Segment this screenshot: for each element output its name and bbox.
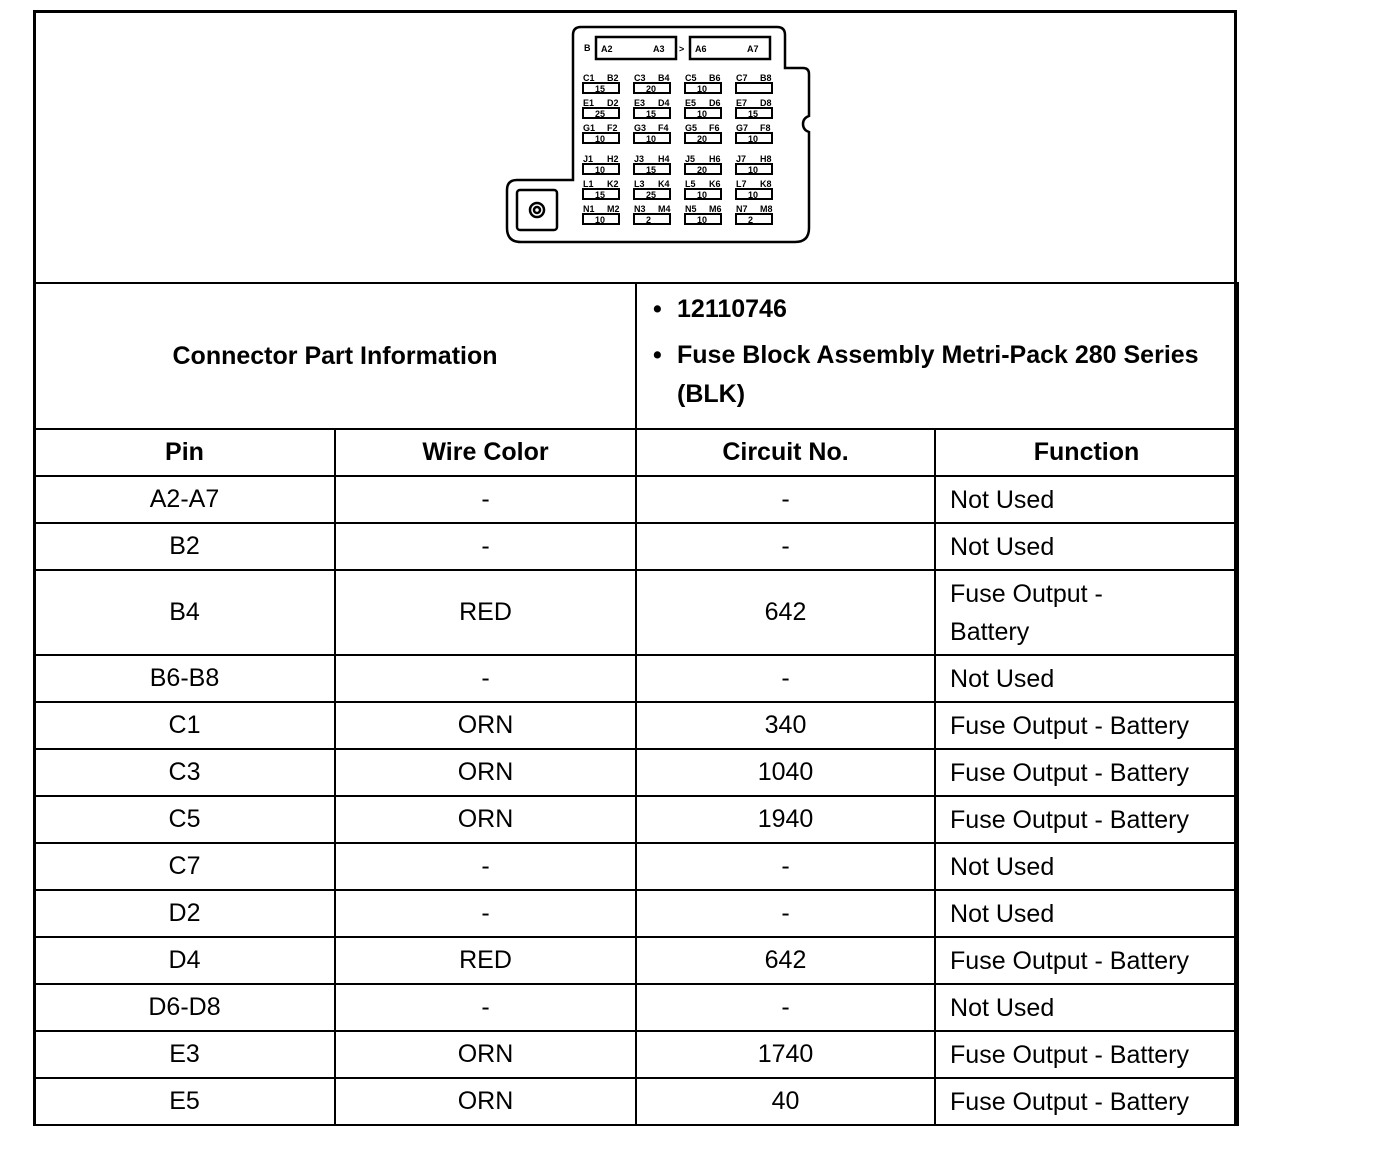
fuse-pin-label: E5 [685,98,697,108]
pin-cell: C1 [34,702,335,749]
fuse-pin-label: C1 [583,73,595,83]
fuse-amp-label: 15 [595,84,606,94]
connector-pin-label: A6 [695,44,707,54]
fuse-pin-label: G3 [634,123,647,133]
part-description: Fuse Block Assembly Metri-Pack 280 Series (BLK) [677,341,1199,408]
wire-cell: ORN [335,796,636,843]
fuse-pin-label: K8 [760,179,772,189]
pin-cell: D6-D8 [34,984,335,1031]
fuse-amp-label: 20 [697,165,708,175]
fuse-amp-label: 2 [646,215,652,225]
fuse-pin-label: N1 [583,204,595,214]
fuse-pin-label: K2 [607,179,619,189]
function-cell: Fuse Output - Battery [935,702,1238,749]
pin-cell: B2 [34,523,335,570]
function-cell: Fuse Output - Battery [935,937,1238,984]
wire-cell: RED [335,937,636,984]
circuit-cell: 1740 [636,1031,935,1078]
function-cell: Fuse Output - Battery [935,796,1238,843]
connector-pin-label: A7 [747,44,759,54]
header-function: Function [935,429,1238,476]
circuit-cell: 1040 [636,749,935,796]
circuit-cell: - [636,655,935,702]
fuse-pin-label: H2 [607,154,619,164]
fuse-pin-label: D8 [760,98,772,108]
fuse-pin-label: K6 [709,179,721,189]
wire-cell: - [335,655,636,702]
bullet-icon: • [653,295,662,323]
wire-cell: ORN [335,749,636,796]
fuse-pin-label: M8 [760,204,773,214]
function-cell: Fuse Output - Battery [935,749,1238,796]
pin-cell: C5 [34,796,335,843]
fuse-pin-label: H8 [760,154,772,164]
connector-sheet [33,10,1237,1124]
fuse-pin-label: C3 [634,73,646,83]
pin-cell: B4 [34,570,335,655]
wire-cell: - [335,523,636,570]
fuse-amp-label: 25 [595,109,606,119]
fuse-pin-label: H6 [709,154,721,164]
fuse-pin-label: K4 [658,179,670,189]
fuse-pin-label: L1 [583,179,594,189]
fuse-amp-label: 10 [595,165,606,175]
fuse-amp-label: 10 [697,190,708,200]
fuse-pin-label: C7 [736,73,748,83]
fuse-pin-label: D4 [658,98,670,108]
fuse-pin-label: F8 [760,123,771,133]
fuse-amp-label: 10 [748,190,759,200]
connector-pin-label: A3 [653,44,665,54]
fuse-amp-label: 10 [697,109,708,119]
connector-pin-label: A2 [601,44,613,54]
part-number: 12110746 [677,295,787,323]
function-cell: Not Used [935,476,1238,523]
fuse-pin-label: G5 [685,123,698,133]
fuse-amp-label: 15 [748,109,759,119]
wire-cell: - [335,843,636,890]
fuse-amp-label: 10 [697,215,708,225]
header-pin: Pin [34,429,335,476]
pin-cell: D4 [34,937,335,984]
fuse-pin-label: L5 [685,179,696,189]
function-cell: Not Used [935,843,1238,890]
fuse-pin-label: D2 [607,98,619,108]
fuse-pin-label: G7 [736,123,749,133]
function-cell: Not Used [935,890,1238,937]
function-cell: Not Used [935,523,1238,570]
fuse-pin-label: B4 [658,73,670,83]
circuit-cell: - [636,523,935,570]
wire-cell: ORN [335,1078,636,1125]
fuse-amp-label: 10 [595,215,606,225]
wire-cell: RED [335,570,636,655]
fuse-pin-label: B6 [709,73,721,83]
circuit-cell: - [636,890,935,937]
wire-cell: ORN [335,702,636,749]
connector-info-label: Connector Part Information [34,283,636,429]
fuse-pin-label: G1 [583,123,596,133]
outer-border [33,10,1237,1124]
fuse-pin-label: L3 [634,179,645,189]
fuse-pin-label: F4 [658,123,669,133]
function-cell: Fuse Output - Battery [935,1031,1238,1078]
pin-cell: A2-A7 [34,476,335,523]
fuse-amp-label: 2 [748,215,754,225]
circuit-cell: - [636,843,935,890]
function-cell: Not Used [935,655,1238,702]
function-cell: Fuse Output - Battery [935,1078,1238,1125]
wire-cell: ORN [335,1031,636,1078]
fuse-amp-label: 15 [646,109,657,119]
fuse-amp-label: 10 [646,134,657,144]
wire-cell: - [335,476,636,523]
header-wire-color: Wire Color [335,429,636,476]
fuse-pin-label: L7 [736,179,747,189]
pin-cell: E5 [34,1078,335,1125]
circuit-cell: 340 [636,702,935,749]
fuse-pin-label: H4 [658,154,670,164]
pin-cell: D2 [34,890,335,937]
fuse-pin-label: E7 [736,98,748,108]
fuse-pin-label: M6 [709,204,722,214]
fuse-pin-label: J5 [685,154,696,164]
fuse-pin-label: D6 [709,98,721,108]
fuse-amp-label: 20 [697,134,708,144]
fuse-amp-label: 10 [748,134,759,144]
fuse-pin-label: E3 [634,98,646,108]
connector-arrow-label: > [679,44,685,54]
wire-cell: - [335,984,636,1031]
function-text: Fuse Output - Battery [950,579,1103,646]
fuse-pin-label: J1 [583,154,594,164]
circuit-cell: 40 [636,1078,935,1125]
fuse-pin-label: B2 [607,73,619,83]
fuse-pin-label: M2 [607,204,620,214]
fuse-pin-label: J3 [634,154,645,164]
function-cell: Not Used [935,984,1238,1031]
fuse-pin-label: F2 [607,123,618,133]
wire-cell: - [335,890,636,937]
circuit-cell: - [636,984,935,1031]
fuse-amp-label: 10 [748,165,759,175]
pin-cell: B6-B8 [34,655,335,702]
connector-marker-label: B [584,43,591,53]
circuit-cell: - [636,476,935,523]
fuse-pin-label: N5 [685,204,697,214]
circuit-cell: 1940 [636,796,935,843]
fuse-pin-label: N7 [736,204,748,214]
fuse-amp-label: 20 [646,84,657,94]
circuit-cell: 642 [636,937,935,984]
fuse-pin-label: F6 [709,123,720,133]
fuse-amp-label: 15 [595,190,606,200]
fuse-pin-label: M4 [658,204,671,214]
circuit-cell: 642 [636,570,935,655]
fuse-amp-label: 15 [646,165,657,175]
fuse-pin-label: J7 [736,154,747,164]
fuse-pin-label: C5 [685,73,697,83]
pin-cell: C7 [34,843,335,890]
header-circuit-no: Circuit No. [636,429,935,476]
bullet-icon: • [653,341,662,369]
fuse-amp-label: 25 [646,190,657,200]
fuse-pin-label: E1 [583,98,595,108]
fuse-pin-label: N3 [634,204,646,214]
fuse-pin-label: B8 [760,73,772,83]
pin-cell: C3 [34,749,335,796]
fuse-amp-label: 10 [595,134,606,144]
pin-cell: E3 [34,1031,335,1078]
fuse-amp-label: 10 [697,84,708,94]
